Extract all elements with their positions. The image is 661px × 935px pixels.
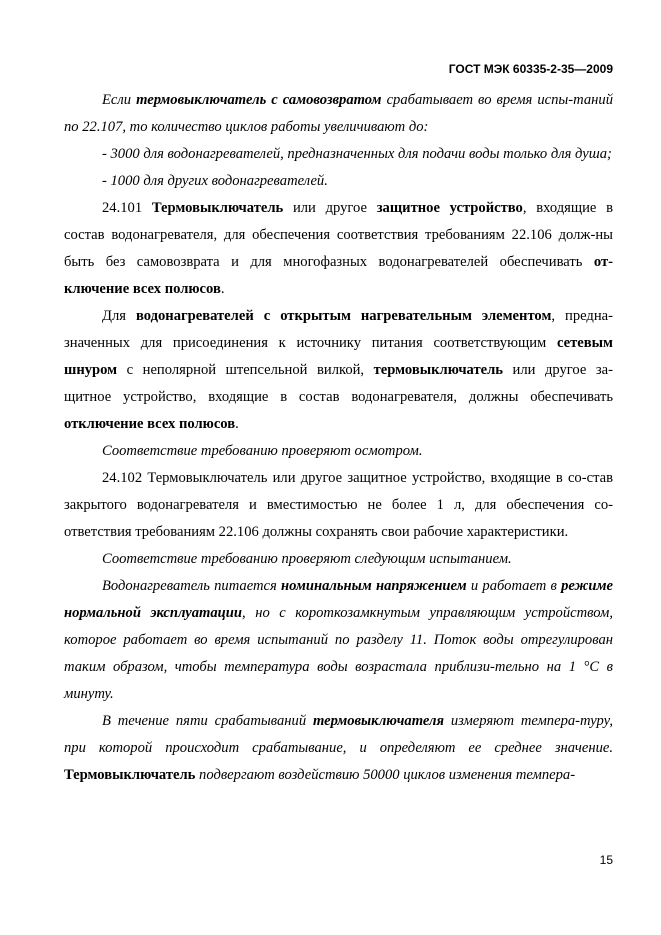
term: номинальным напряжением (281, 578, 467, 594)
text: Для (102, 308, 136, 324)
text: или другое (283, 200, 377, 216)
paragraph-9 (64, 573, 613, 708)
paragraph-6: Соответствие требованию проверяют осмотром. (102, 443, 423, 459)
term: режиме нормальной эксплуатации (64, 578, 613, 621)
text: , входящие в состав водонагревателя, для обеспечения соответствия требованиям 22.106 долж-ны быть без самовозврата и для многофазных водонагревателей обеспечивать (64, 200, 613, 270)
text: измеряют темпера-туру, при которой происходит срабатывание, и определяют ее среднее значение. (64, 713, 613, 756)
paragraph-3: - 1000 для других водонагревателей. (102, 173, 328, 189)
paragraph-1 (64, 87, 613, 141)
text: и работает в (466, 578, 562, 594)
page-number: 15 (599, 853, 613, 867)
term: термовыключатель (373, 362, 504, 378)
text: Если (102, 92, 137, 108)
term: термовыключатель с самовозвратом (136, 92, 382, 108)
term: от-ключение всех полюсов (64, 254, 613, 297)
paragraph-24-101 (64, 195, 613, 303)
text: , но с короткозамкнутым управляющим устройством, которое работает во время испытаний по разделу 11. Поток воды отрегулирован таким образом, чтобы температура воды возрастала приблизи-тельно на 1 °С в минуту. (64, 605, 613, 702)
document-header: ГОСТ МЭК 60335-2-35—2009 (448, 62, 613, 76)
paragraph-8: Соответствие требованию проверяют следующим испытанием. (102, 551, 512, 567)
text: с неполярной штепсельной вилкой, (117, 362, 374, 378)
text: . (235, 416, 239, 432)
term: водонагревателей с открытым нагревательным элементом (135, 308, 552, 324)
text: срабатывает во время испы-таний по 22.107, то количество циклов работы увеличивают до: (64, 92, 614, 135)
text: В течение пяти срабатываний (102, 713, 313, 729)
paragraph-2: - 3000 для водонагревателей, предназначенных для подачи воды только для душа; (102, 146, 612, 162)
paragraph-24-102: 24.102 Термовыключатель или другое защитное устройство, входящие в со-став закрытого водонагревателя и вместимостью не более 1 л, для обеспечения со-ответствия требованиям 22.106 должны сохранять свои рабочие характеристики. (64, 470, 613, 540)
term: Термовыключатель (151, 200, 284, 216)
text: , предна-значенных для присоединения к источнику питания соответствующим (64, 308, 613, 351)
clause-number: 24.101 (102, 200, 152, 216)
document-body (64, 87, 613, 789)
paragraph-10 (64, 708, 613, 789)
text: . (220, 281, 225, 297)
text: подвергают воздействию 50000 циклов изменения темпера- (195, 767, 576, 783)
term: защитное устройство (376, 200, 523, 216)
term: Термовыключатель (64, 767, 196, 783)
term: отключение всех полюсов (64, 416, 236, 432)
text: Водонагреватель питается (102, 578, 282, 594)
paragraph-5 (64, 303, 613, 438)
term: сетевым шнуром (64, 335, 613, 378)
text: или другое за-щитное устройство, входящие в состав водонагревателя, должны обеспечивать (64, 362, 614, 405)
term: термовыключателя (312, 713, 445, 729)
